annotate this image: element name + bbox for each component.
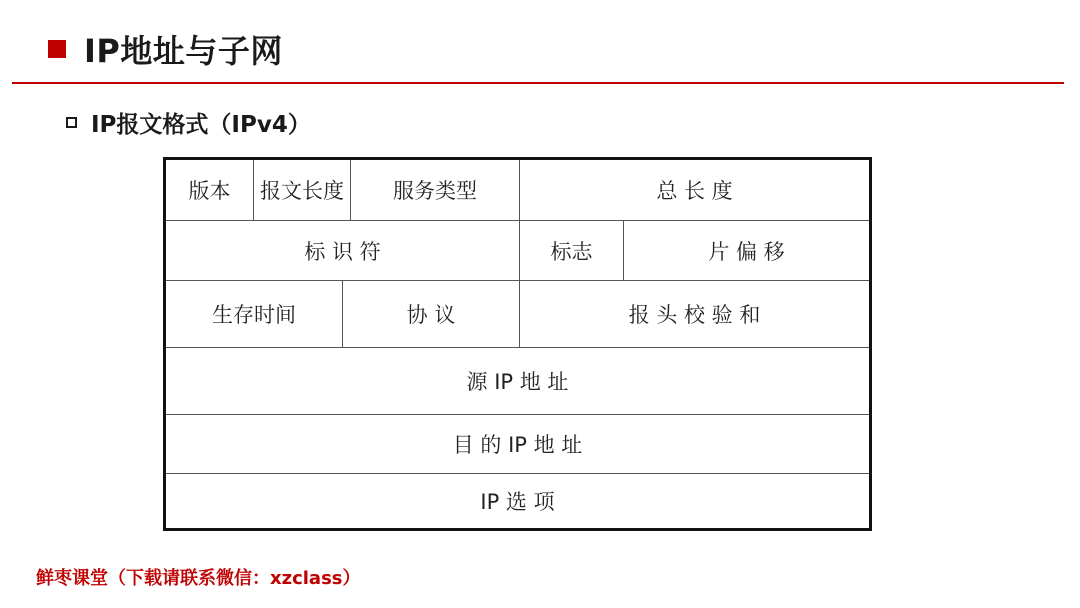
hollow-square-bullet-icon [66, 117, 77, 128]
field-service-type: 服务类型 [351, 160, 520, 220]
footer-watermark: 鲜枣课堂（下载请联系微信：xzclass） [36, 568, 361, 589]
packet-row-3 [166, 281, 869, 348]
field-version: 版本 [166, 160, 254, 220]
section-heading [66, 106, 311, 139]
field-protocol: 协 议 [343, 281, 520, 347]
title-divider [12, 82, 1064, 84]
field-ttl: 生存时间 [166, 281, 343, 347]
title-square-icon [48, 40, 66, 58]
field-source-ip: 源 IP 地 址 [466, 370, 569, 394]
field-header-checksum: 报 头 校 验 和 [628, 303, 761, 327]
packet-row-1 [166, 160, 869, 221]
field-ip-options: IP 选 项 [480, 490, 555, 514]
field-header-length: 报文长度 [254, 160, 351, 220]
ipv4-packet-format-table [163, 157, 872, 531]
field-flags: 标志 [520, 221, 624, 280]
field-destination-ip: 目 的 IP 地 址 [452, 433, 583, 457]
field-total-length: 总 长 度 [656, 179, 733, 203]
title-bar [48, 26, 283, 72]
packet-row-4 [166, 348, 869, 415]
packet-row-2 [166, 221, 869, 281]
packet-row-6 [166, 474, 869, 528]
field-fragment-offset: 片 偏 移 [708, 239, 785, 264]
packet-row-5 [166, 415, 869, 474]
section-title: IP报文格式（IPv4） [91, 112, 311, 138]
page-title: IP地址与子网 [84, 32, 283, 70]
field-identifier: 标 识 符 [166, 221, 520, 280]
